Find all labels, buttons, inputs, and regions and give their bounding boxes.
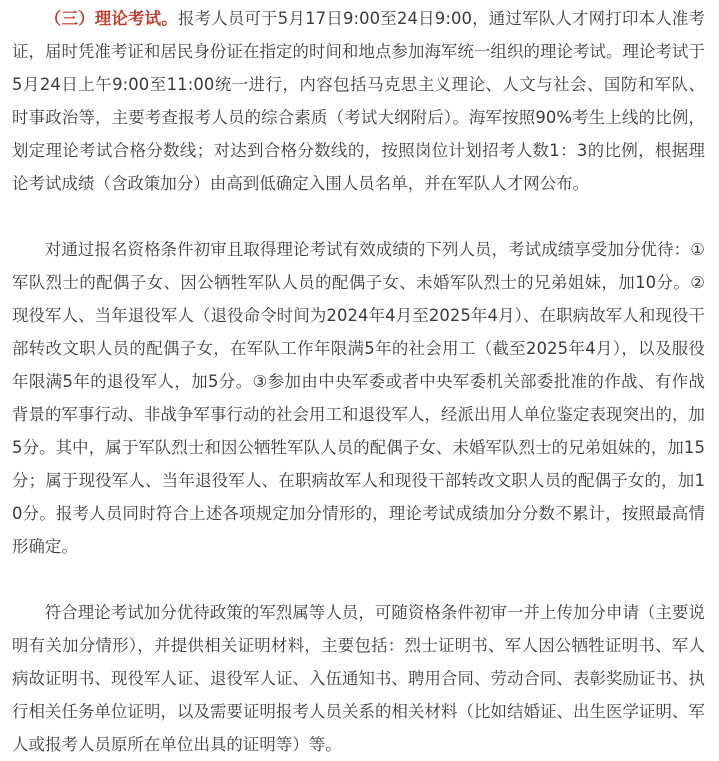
bonus-application-paragraph: 符合理论考试加分优待政策的军烈属等人员，可随资格条件初审一并上传加分申请（主要说明有关加分情形），并提供相关证明材料，主要包括：烈士证明书、军人因公牺牲证明书、军人病故证明书、现役军人证、退役军人证、入伍通知书、聘用合同、劳动合同、表彰奖励证书、执行相关任务单位证明，以及需要证明报考人员关系的相关材料（比如结婚证、出生医学证明、军人或报考人员原所在单位出具的证明等）等。	[12, 603, 705, 754]
paragraph-spacer	[12, 563, 705, 596]
section-text: 报考人员可于5月17日9:00至24日9:00，通过军队人才网打印本人准考证，届时凭准考证和居民身份证在指定的时间和地点参加海军统一组织的理论考试。理论考试于5月24日上午9:00至11:00统一进行，内容包括马克思主义理论、人文与社会、国防和军队、时事政治等，主要考查报考人员的综合素质（考试大纲附后）。海军按照90%考生上线的比例，划定理论考试合格分数线；对达到合格分数线的，按照岗位计划招考人数1：3的比例，根据理论考试成绩（含政策加分）由高到低确定入围人员名单，并在军队人才网公布。	[12, 9, 705, 193]
section-paragraph-theory-exam	[12, 2, 705, 200]
paragraph-spacer	[12, 200, 705, 233]
section-heading: （三）理论考试。	[44, 9, 178, 28]
bonus-points-paragraph: 对通过报名资格条件初审且取得理论考试有效成绩的下列人员，考试成绩享受加分优待：①军队烈士的配偶子女、因公牺牲军队人员的配偶子女、未婚军队烈士的兄弟姐妹，加10分。②现役军人、当年退役军人（退役命令时间为2024年4月至2025年4月）、在职病故军人和现役干部转改文职人员的配偶子女，在军队工作年限满5年的社会用工（截至2025年4月），以及服役年限满5年的退役军人，加5分。③参加由中央军委或者中央军委机关部委批准的作战、有作战背景的军事行动、非战争军事行动的社会用工和退役军人，经派出用人单位鉴定表现突出的，加5分。其中，属于军队烈士和因公牺牲军队人员的配偶子女、未婚军队烈士的兄弟姐妹的，加15分；属于现役军人、当年退役军人、在职病故军人和现役干部转改文职人员的配偶子女的，加10分。报考人员同时符合上述各项规定加分情形的，理论考试成绩加分分数不累计，按照最高情形确定。	[12, 240, 705, 556]
